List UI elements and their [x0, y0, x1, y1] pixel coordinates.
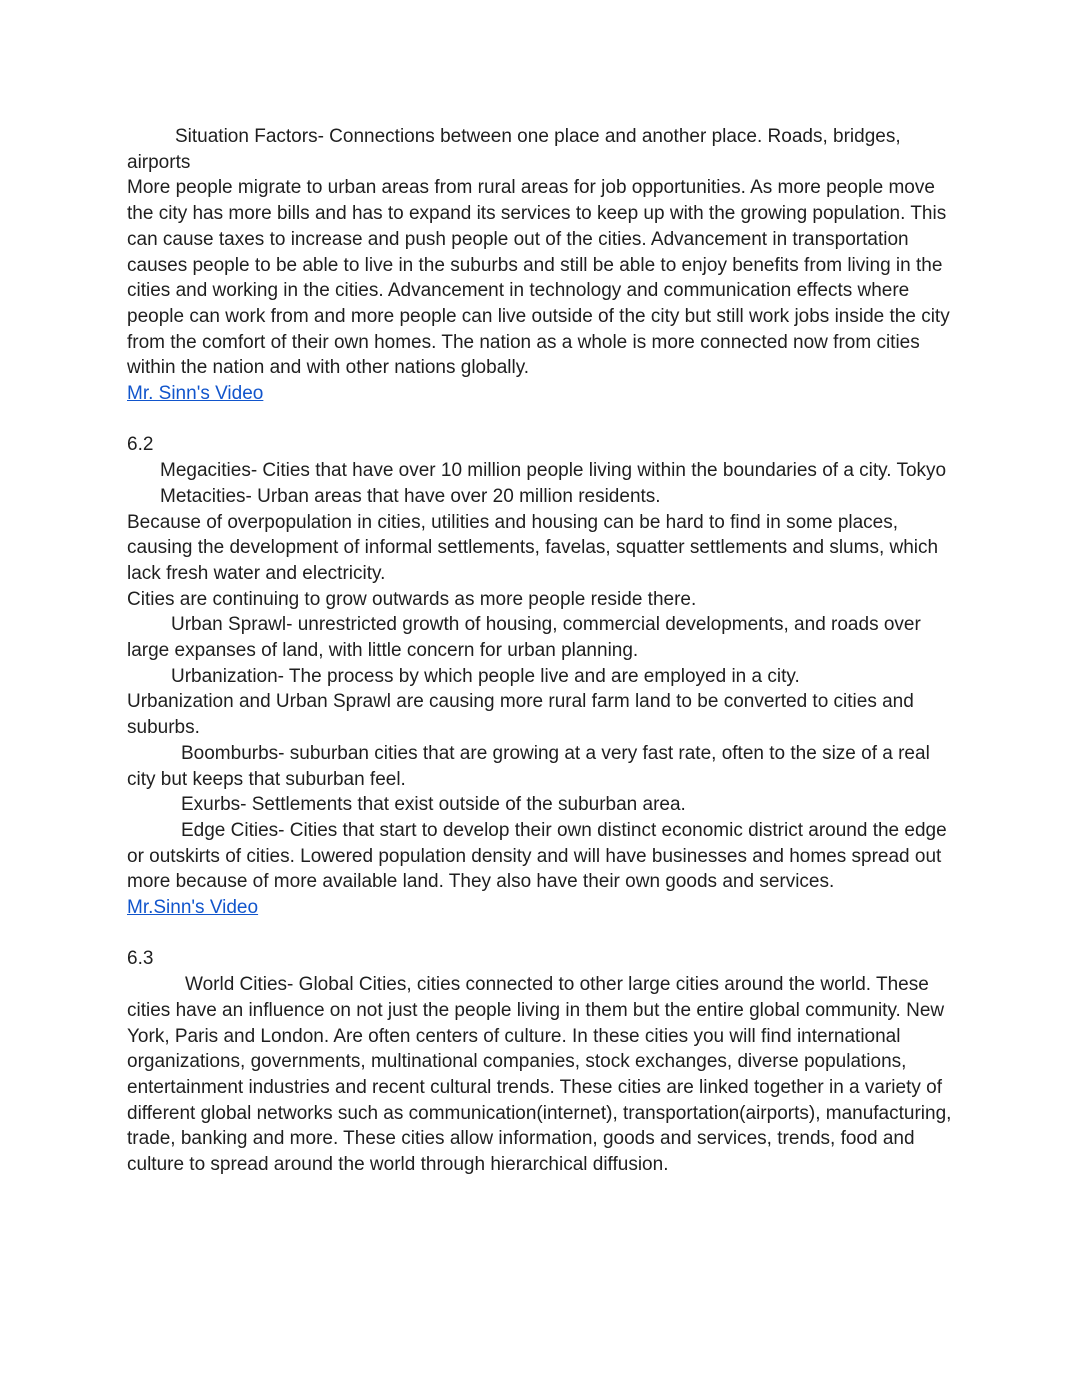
section-6-2-heading: 6.2 [127, 434, 154, 456]
boomburbs-definition: Boomburbs- suburban cities that are growing at a very fast rate, often to the size of a real city but keeps that suburban feel. [127, 742, 930, 790]
exurbs-definition: Exurbs- Settlements that exist outside of the suburban area. [181, 794, 686, 816]
mr-sinn-video-link-6-2[interactable]: Mr.Sinn's Video [127, 897, 259, 919]
spacer [127, 407, 957, 433]
urbanization-definition: Urbanization- The process by which people live and are employed in a city. [171, 665, 800, 687]
situation-factors-definition: Situation Factors- Connections between one place and another place. Roads, bridges, airports [127, 126, 901, 173]
metacities-definition: Metacities- Urban areas that have over 20 million residents. [160, 485, 661, 507]
urban-sprawl-definition: Urban Sprawl- unrestricted growth of housing, commercial developments, and roads over large expanses of land, with little concern for urban planning. [127, 614, 921, 662]
world-cities-definition: World Cities- Global Cities, cities connected to other large cities around the world. These cities have an influence on not just the people living in them but the entire global community. New York, Paris and London. Are often centers of culture. In these cities you will find international organizations, governments, multinational companies, stock exchanges, diverse populations, entertainment industries and recent cultural trends. These cities are linked together in a variety of different global networks such as communication(internet), transportation(airports), manufacturing, trade, banking and more. These cities allow information, goods and services, trends, food and culture to spread around the world through hierarchical diffusion. [127, 974, 952, 1176]
spacer [127, 921, 957, 947]
megacities-definition: Megacities- Cities that have over 10 million people living within the boundaries of a city. Tokyo [160, 460, 947, 482]
mr-sinn-video-link-6-1[interactable]: Mr. Sinn's Video [127, 383, 264, 405]
overpopulation-paragraph: Because of overpopulation in cities, utilities and housing can be hard to find in some places, causing the development of informal settlements, favelas, squatter settlements and slums, which lack fresh water and electricity. [127, 511, 939, 584]
section-6-3-heading: 6.3 [127, 948, 154, 970]
outwards-growth-sentence: Cities are continuing to grow outwards as more people reside there. [127, 588, 697, 610]
section-6-1-paragraph: More people migrate to urban areas from rural areas for job opportunities. As more people move the city has more bills and has to expand its services to keep up with the growing population. This can cause taxes to increase and push people out of the cities. Advancement in transportation causes people to be able to live in the suburbs and still be able to enjoy benefits from living in the cities and working in the cities. Advancement in technology and communication effects where people can work from and more people can live outside of the city but still work jobs inside the city from the comfort of their own homes. The nation as a whole is more connected now from cities within the nation and with other nations globally. [127, 177, 950, 379]
document-page [127, 124, 957, 1178]
edge-cities-definition: Edge Cities- Cities that start to develop their own distinct economic district around the edge or outskirts of cities. Lowered population density and will have businesses and homes spread out more because of more available land. They also have their own goods and services. [127, 819, 947, 893]
urbanization-effect-paragraph: Urbanization and Urban Sprawl are causing more rural farm land to be converted to cities and suburbs. [127, 691, 914, 739]
